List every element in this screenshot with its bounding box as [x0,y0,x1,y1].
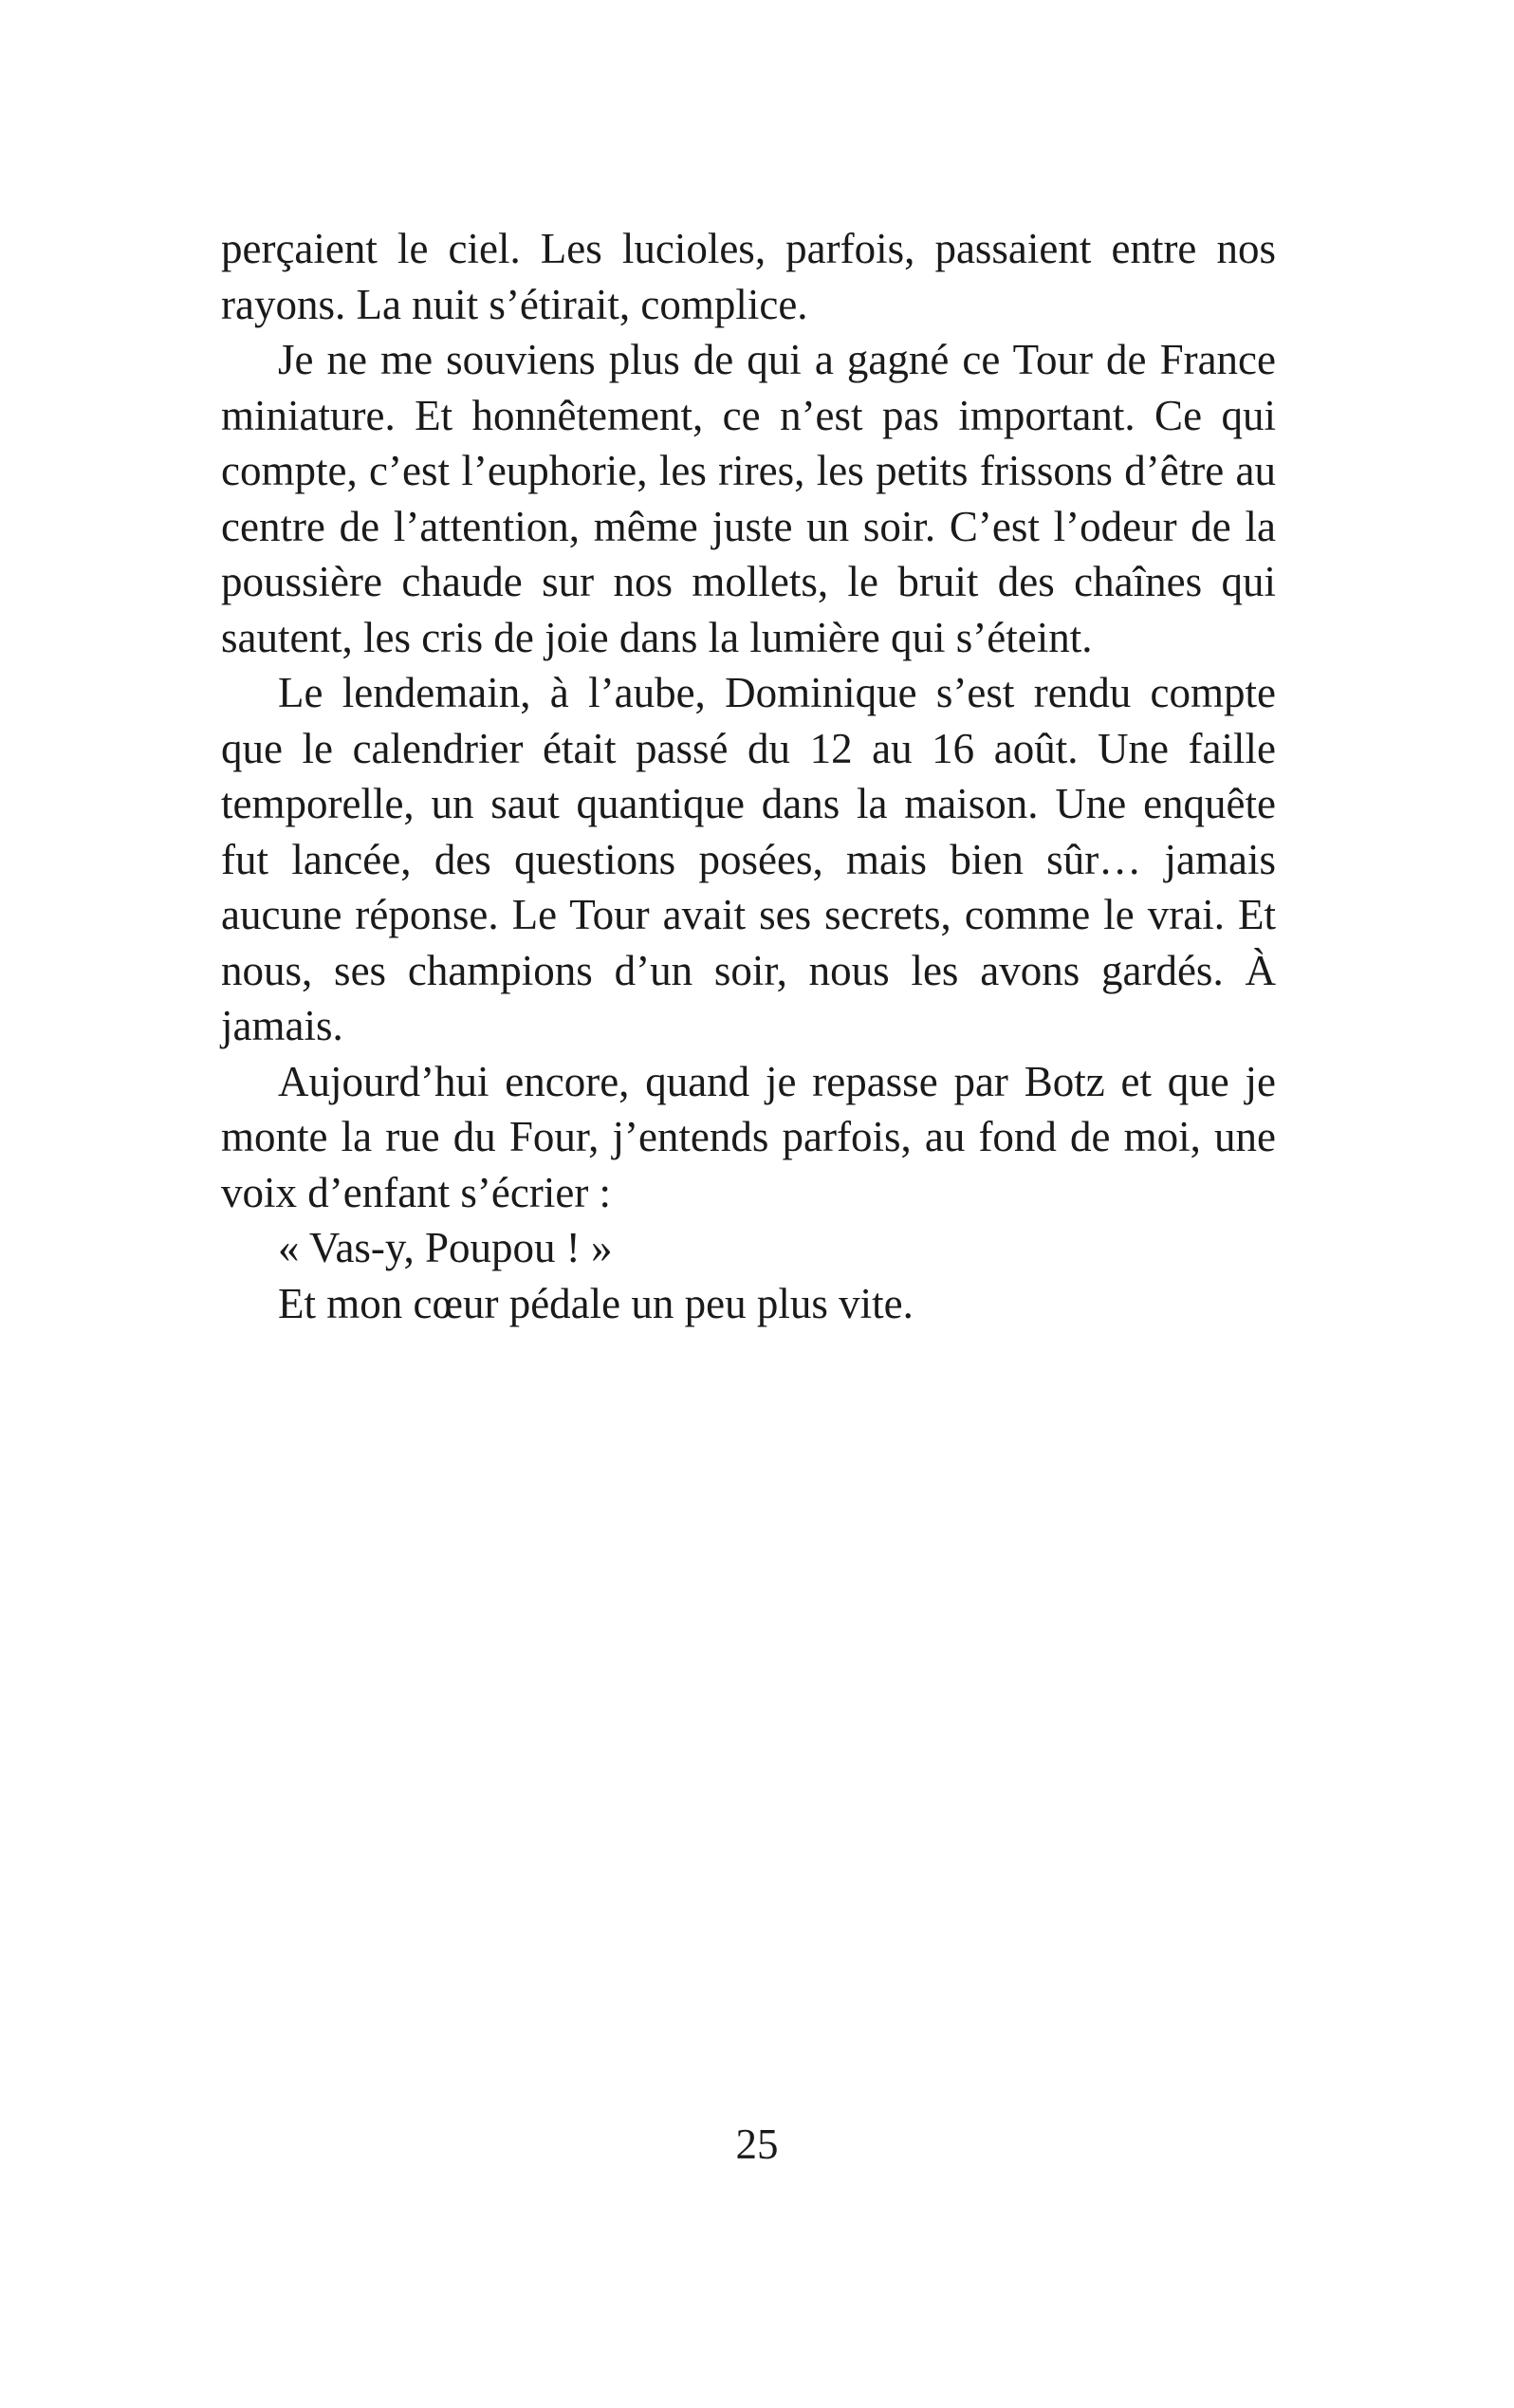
paragraph-quote: « Vas-y, Poupou ! » [278,1224,613,1271]
body-text [221,221,1276,1331]
paragraph-botz: Aujourd’hui encore, quand je repasse par Botz et que je monte la rue du Four, j’entends parfois, au fond de moi, une voix d’enfant s’écrier : [221,1057,1276,1216]
page-number: 25 [735,2121,779,2168]
paragraph-closing: Et mon cœur pédale un peu plus vite. [278,1279,914,1327]
paragraph-calendrier: Le lendemain, à l’aube, Dominique s’est rendu compte que le calendrier était passé du 12 au 16 août. Une faille temporelle, un saut quantique dans la maison. Une enquête fut lancée, des questions posées, mais bien sûr… jamais aucune réponse. Le Tour avait ses secrets, comme le vrai. Et nous, ses champions d’un soir, nous les avons gardés. À jamais. [221,669,1276,1049]
paragraph-tour-de-france: Je ne me souviens plus de qui a gagné ce Tour de France miniature. Et honnêtement, ce n’est pas important. Ce qui compte, c’est l’euphorie, les rires, les petits frissons d’être au centre de l’attention, même juste un soir. C’est l’odeur de la poussière chaude sur nos mollets, le bruit des chaînes qui sautent, les cris de joie dans la lumière qui s’éteint. [221,336,1276,661]
paragraph-continuation: perçaient le ciel. Les lucioles, parfois, passaient entre nos rayons. La nuit s’étirait, complice. [221,225,1276,328]
